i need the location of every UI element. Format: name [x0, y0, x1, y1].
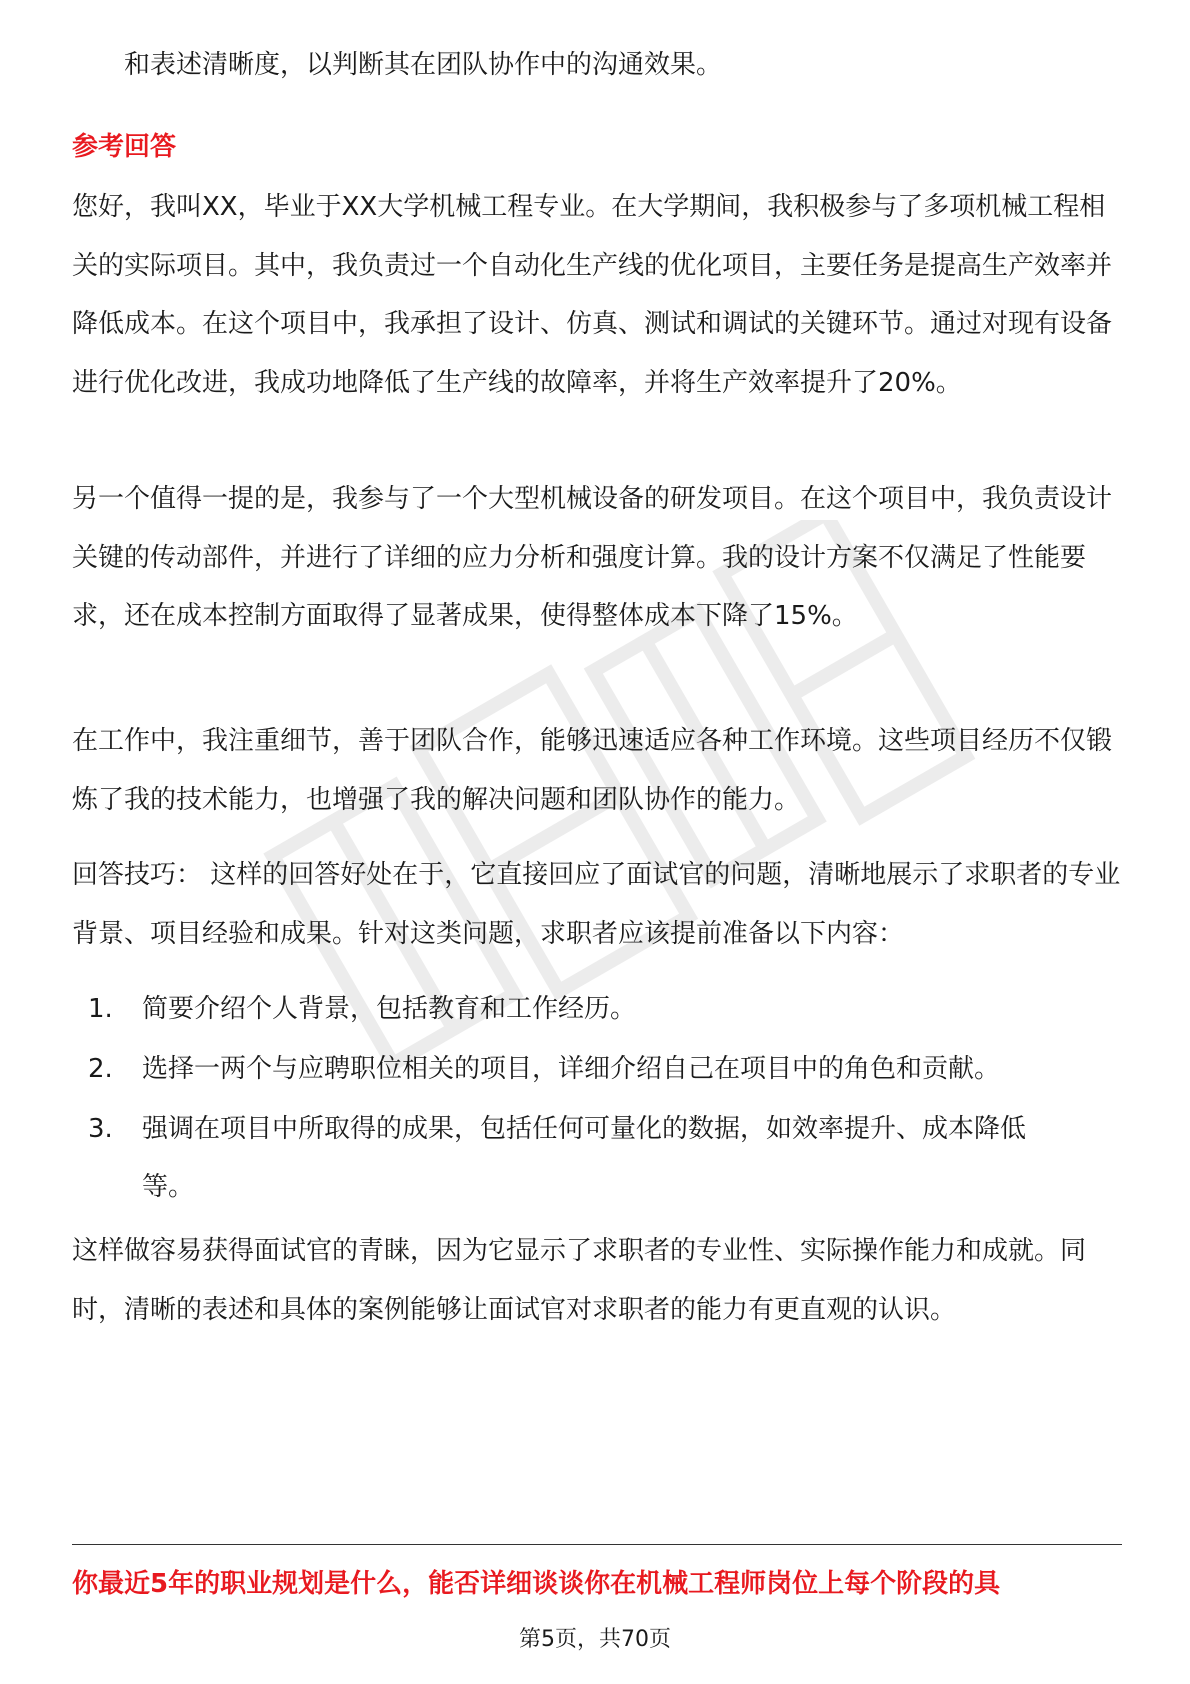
list-number: 1.: [88, 994, 113, 1024]
tips-paragraph: 回答技巧： 这样的回答好处在于，它直接回应了面试官的问题，清晰地展示了求职者的专业背景、项目经验和成果。针对这类问题，求职者应该提前准备以下内容：: [72, 860, 1121, 949]
answer-paragraph-3: 在工作中，我注重细节，善于团队合作，能够迅速适应各种工作环境。这些项目经历不仅锻炼了我的技术能力，也增强了我的解决问题和团队协作的能力。: [72, 726, 1113, 815]
section-divider: [72, 1544, 1122, 1545]
answer-paragraph-1: 您好，我叫XX，毕业于XX大学机械工程专业。在大学期间，我积极参与了多项机械工程相关的实际项目。其中，我负责过一个自动化生产线的优化项目，主要任务是提高生产效率并降低成本。在这个项目中，我承担了设计、仿真、测试和调试的关键环节。通过对现有设备进行优化改进，我成功地降低了生产线的故障率，并将生产效率提升了20%。: [72, 192, 1113, 398]
list-item: [72, 980, 1122, 1038]
list-item: [72, 1040, 1122, 1098]
page-footer: 第5页，共70页: [519, 1627, 671, 1652]
list-number: 3.: [88, 1114, 113, 1144]
intro-continuation: 和表述清晰度，以判断其在团队协作中的沟通效果。: [124, 50, 723, 80]
closing-paragraph: 这样做容易获得面试官的青睐，因为它显示了求职者的专业性、实际操作能力和成就。同时，清晰的表述和具体的案例能够让面试官对求职者的能力有更直观的认识。: [72, 1236, 1087, 1325]
next-question-heading: 你最近5年的职业规划是什么，能否详细谈谈你在机械工程师岗位上每个阶段的具: [72, 1569, 1001, 1599]
reference-answer-heading: 参考回答: [72, 132, 177, 162]
list-item: [72, 1100, 1122, 1216]
list-text: 简要介绍个人背景，包括教育和工作经历。: [142, 994, 637, 1024]
answer-paragraph-2: 另一个值得一提的是，我参与了一个大型机械设备的研发项目。在这个项目中，我负责设计关键的传动部件，并进行了详细的应力分析和强度计算。我的设计方案不仅满足了性能要求，还在成本控制方面取得了显著成果，使得整体成本下降了15%。: [72, 484, 1113, 631]
tips-list: [72, 980, 1122, 1218]
list-number: 2.: [88, 1054, 113, 1084]
list-text: 强调在项目中所取得的成果，包括任何可量化的数据，如效率提升、成本降低等。: [142, 1114, 1027, 1202]
list-text: 选择一两个与应聘职位相关的项目，详细介绍自己在项目中的角色和贡献。: [142, 1054, 1001, 1084]
